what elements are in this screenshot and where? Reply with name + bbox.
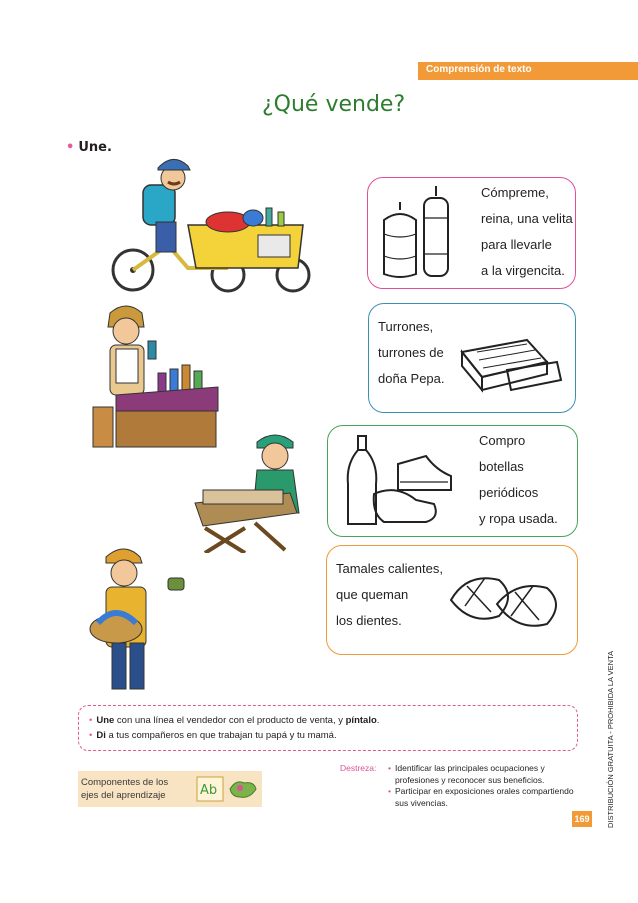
section-title: Comprensión de texto xyxy=(426,64,532,75)
instruction-2-text: a tus compañeros en que trabajan tu papá y tu mamá. xyxy=(108,730,337,741)
learning-components-box xyxy=(78,771,262,807)
card-text-line: Cómpreme, xyxy=(481,185,549,200)
card-text-line: Compro xyxy=(479,433,526,448)
skill-item: • Identificar las principales ocupaciones y profesiones y reconocer sus beneficios. xyxy=(388,763,545,785)
instruction-1 xyxy=(79,713,577,728)
skill-item-text: Participar en exposiciones orales compartiendo sus vivencias. xyxy=(395,786,574,808)
bullet-icon: • xyxy=(66,140,75,155)
cart-vendor-illustration xyxy=(108,150,313,300)
skill-item-text: Identificar las principales ocupaciones y profesiones y reconocer sus beneficios. xyxy=(395,763,545,785)
instruction-2 xyxy=(79,728,577,743)
candles-icon xyxy=(378,184,458,282)
card-text-line: Tamales calientes, xyxy=(336,561,443,576)
tamales-icon xyxy=(447,566,567,636)
product-card-candles[interactable] xyxy=(367,177,576,289)
page-number: 169 xyxy=(572,811,592,827)
activity-verb: Une xyxy=(78,140,107,155)
turron-icon xyxy=(457,322,567,402)
product-card-tamales[interactable] xyxy=(326,545,578,655)
components-line-1: Componentes de los xyxy=(81,777,169,788)
instruction-1-bold2: píntalo xyxy=(345,715,377,726)
instructions-box xyxy=(78,705,578,751)
components-line-2: ejes del aprendizaje xyxy=(81,790,166,801)
card-text-line: botellas xyxy=(479,459,524,474)
product-card-recycling[interactable] xyxy=(327,425,578,537)
card-text-line: reina, una velita xyxy=(481,211,573,226)
card-text-line: para llevarle xyxy=(481,237,552,252)
card-text-line: y ropa usada. xyxy=(479,511,558,526)
instruction-1-text: con una línea el vendedor con el producto de venta, y xyxy=(116,715,343,726)
card-text-line: turrones de xyxy=(378,345,444,360)
page-title: ¿Qué vende? xyxy=(262,92,406,117)
skill-item: • Participar en exposiciones orales compartiendo sus vivencias. xyxy=(388,786,574,808)
card-text-line: periódicos xyxy=(479,485,539,500)
card-text-line: a la virgencita. xyxy=(481,263,565,278)
bottle-shoe-clothes-icon xyxy=(336,434,466,530)
bullet-icon: • xyxy=(89,715,93,726)
activity-end: . xyxy=(106,140,112,155)
card-text-line: Turrones, xyxy=(378,319,434,334)
card-text-line: los dientes. xyxy=(336,613,402,628)
instruction-1-bold: Une xyxy=(96,715,115,726)
activity-instruction xyxy=(66,140,112,155)
card-text-line: que queman xyxy=(336,587,409,602)
section-header-bar xyxy=(418,62,638,80)
basket-vendor-illustration xyxy=(88,543,198,695)
instruction-2-bold: Di xyxy=(96,730,106,741)
crate-vendor-illustration xyxy=(185,428,315,553)
instruction-1-end: . xyxy=(376,715,380,726)
map-icon xyxy=(228,777,258,801)
skill-label: Destreza: xyxy=(340,763,377,773)
svg-text:Ab: Ab xyxy=(200,783,218,798)
product-card-turrones[interactable] xyxy=(368,303,576,413)
abc-icon xyxy=(196,776,224,802)
bullet-icon: • xyxy=(89,730,93,741)
distribution-note: DISTRIBUCIÓN GRATUITA - PROHIBIDA LA VENTA xyxy=(606,650,615,828)
card-text-line: doña Pepa. xyxy=(378,371,445,386)
